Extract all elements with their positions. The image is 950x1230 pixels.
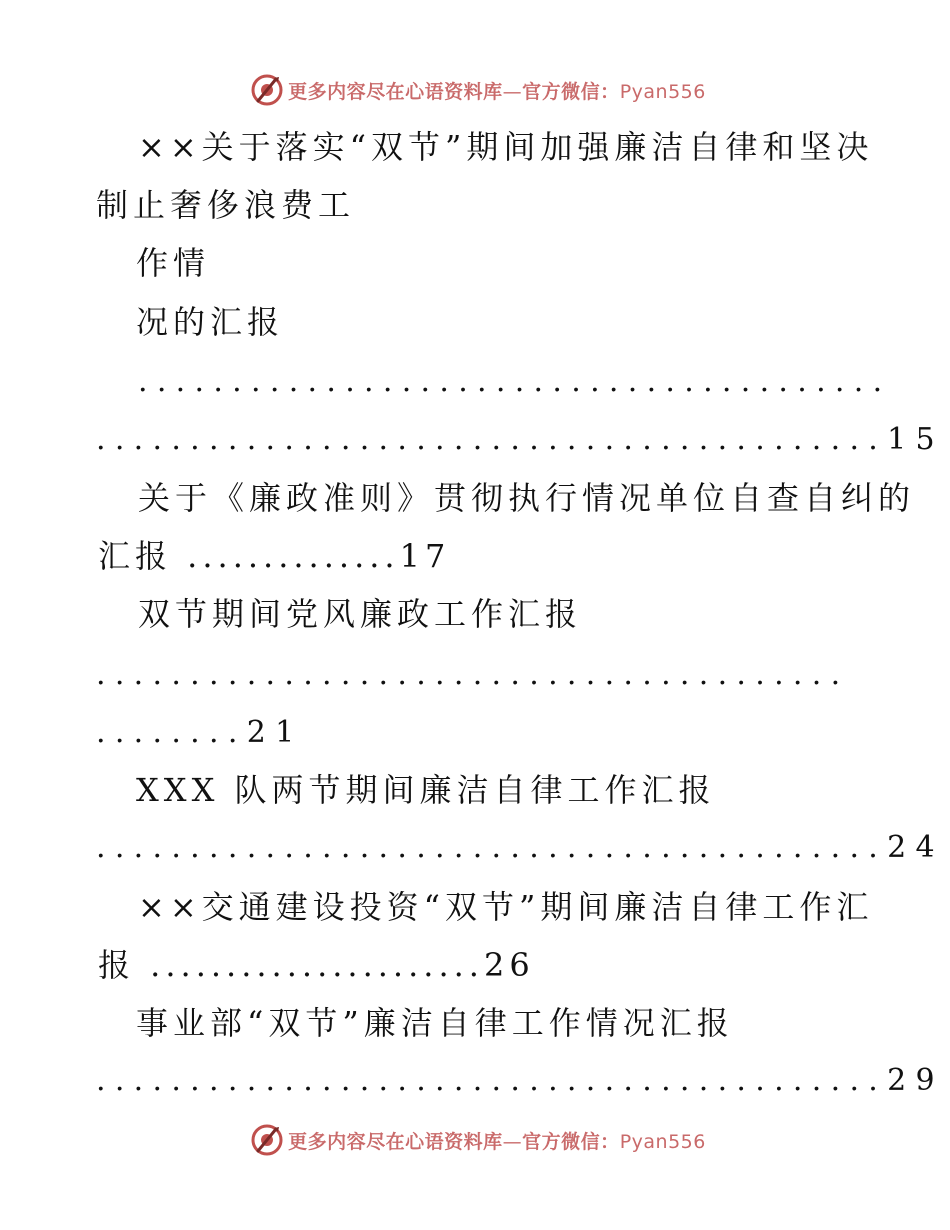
watermark-wechat-id: Pyan556 bbox=[619, 1130, 706, 1153]
header-watermark bbox=[0, 70, 950, 110]
toc-entry-5-line-1: ××交通建设投资“双节”期间廉洁自律工作汇 bbox=[138, 888, 874, 926]
toc-entry-3-leader-1: ........................................ bbox=[96, 657, 850, 692]
pen-logo-icon bbox=[250, 73, 284, 107]
pen-logo-icon bbox=[250, 1123, 284, 1157]
toc-entry-1-line-4: 况的汇报 bbox=[136, 303, 285, 341]
watermark-site-text: 更多内容尽在心语资料库 bbox=[288, 1130, 503, 1153]
watermark-dash: — bbox=[502, 1130, 523, 1153]
toc-entry-6-leader: ..........................................29 bbox=[96, 1063, 944, 1098]
toc-entry-5-line-2: 报 ......................26 bbox=[98, 946, 535, 984]
toc-entry-6-line-1: 事业部“双节”廉洁自律工作情况汇报 bbox=[136, 1004, 734, 1042]
toc-entry-2-line-1: 关于《廉政准则》贯彻执行情况单位自查自纠的 bbox=[138, 479, 916, 517]
watermark-wechat-label: 官方微信： bbox=[522, 80, 620, 103]
watermark-dash: — bbox=[502, 80, 523, 103]
toc-entry-4-line-1: XXX 队两节期间廉洁自律工作汇报 bbox=[136, 771, 716, 809]
toc-entry-1-line-2: 制止奢侈浪费工 bbox=[96, 186, 356, 224]
toc-entry-3-line-1: 双节期间党风廉政工作汇报 bbox=[138, 595, 583, 633]
toc-entry-1-line-1: ××关于落实“双节”期间加强廉洁自律和坚决 bbox=[138, 128, 874, 166]
toc-entry-1-leader-1: ........................................ bbox=[138, 364, 892, 399]
watermark-wechat-id: Pyan556 bbox=[619, 80, 706, 103]
toc-entry-2-line-2: 汇报 ..............17 bbox=[98, 537, 451, 575]
toc-entry-1-leader-2: ..........................................15 bbox=[96, 422, 944, 457]
toc-entry-3-leader-2: ........21 bbox=[96, 715, 304, 750]
watermark-site-text: 更多内容尽在心语资料库 bbox=[288, 80, 503, 103]
watermark-wechat-label: 官方微信： bbox=[522, 1130, 620, 1153]
toc-entry-4-leader: ..........................................24 bbox=[96, 830, 944, 865]
toc-entry-1-line-3: 作情 bbox=[136, 244, 211, 282]
footer-watermark bbox=[0, 1120, 950, 1160]
